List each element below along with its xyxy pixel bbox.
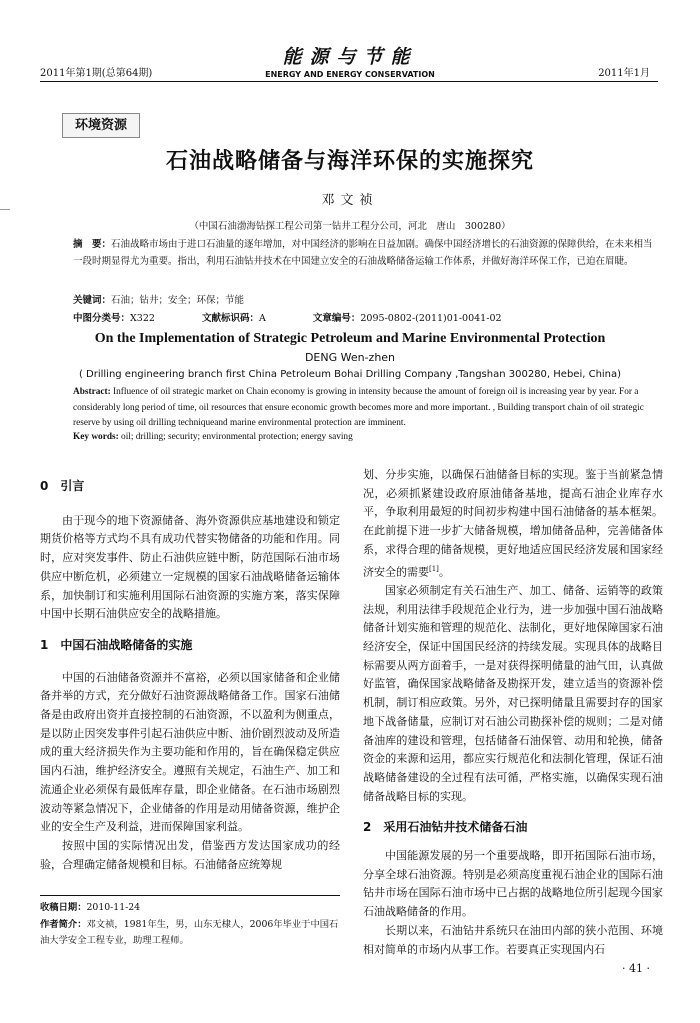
received-date bbox=[40, 900, 340, 916]
paragraph: 长期以来，石油钻井系统只在油田内部的狭小范围、环境相对简单的市场内从事工作。若要真正实现国内石 bbox=[363, 923, 663, 956]
paragraph: 国家必须制定有关石油生产、加工、储备、运销等的政策法规，利用法律手段规范企业行为，进一步加强中国石油战略储备计划实施和管理的规范化、法制化，更好地保障国家石油经济安全，保证中国国民经济的持续发展。实现具体的战略目标需要从两方面着手，一是对获得探明储量的油气田，认真做好监管，确保国家战略储备及勘探开发，建立适当的资源补偿机制，制订相应政策。另外，对已探明储量且需要封存的国家地下战备储量，应制订对石油公司勘探补偿的规则；二是对储备油库的建设和管理，包括储备石油保管、动用和轮换，储备资金的来源和运用，都应实行规范化和法制化管理，保证石油战略储备建设的全过程有法可循，严格实施，以确保实现石油储备战略目标的实现。 bbox=[363, 583, 663, 803]
issue-date: 2011年1月 bbox=[598, 68, 650, 79]
section-0-heading: 0 引言 bbox=[40, 479, 85, 493]
clc-label: 中图分类号： bbox=[73, 313, 131, 324]
received-value: 2010-11-24 bbox=[86, 902, 141, 913]
keywords-cn-text: 石油；钻井；安全；环保；节能 bbox=[111, 295, 245, 306]
paragraph bbox=[363, 466, 663, 582]
affiliation-en: ( Drilling engineering branch first China Petroleum Bohai Drilling Company ,Tangshan 300280, Hebei, China) bbox=[78, 369, 622, 380]
paragraph: 按照中国的实际情况出发，借鉴西方发达国家成功的经验，合理确定储备规模和目标。石油储备应统筹规 bbox=[40, 838, 340, 871]
issue-info: 2011年第1期(总第64期) bbox=[40, 68, 153, 79]
abstract-cn-label: 摘 要： bbox=[73, 239, 112, 250]
author-bio bbox=[40, 917, 340, 949]
paragraph: 中国的石油储备资源并不富裕，必须以国家储备和企业储备并举的方式，充分做好石油资源战略储备工作。国家石油储备是由政府出资并直接控制的石油资源，不以盈利为侧重点，是以防止因突发事件引起石油供应中断、油价剧烈波动及所造成的重大经济损失作为主要功能和作用的，旨在确保稳定供应国内石油，维护经济安全。遵照有关规定，石油生产、加工和流通企业必须保有最低库存量，即企业储备。在石油市场剧烈波动等紧急情况下，企业储备的作用是动用储备资源，维护企业的安全生产及利益，进而保障国家利益。 bbox=[40, 670, 340, 834]
keywords-en bbox=[73, 432, 353, 442]
affiliation-cn: （中国石油渤海钻探工程公司第一钻井工程分公司，河北 唐山 300280） bbox=[189, 221, 511, 232]
abstract-cn bbox=[73, 236, 653, 270]
footnote-rule bbox=[40, 895, 340, 896]
article-label: 文章编号： bbox=[312, 313, 361, 324]
abstract-en bbox=[73, 385, 655, 432]
author-cn: 邓文祯 bbox=[321, 193, 379, 208]
keywords-en-text: oil; drilling; security; environmental protection; energy saving bbox=[118, 432, 353, 442]
article-value: 2095-0802-(2011)01-0041-02 bbox=[360, 313, 502, 324]
doc-value: A bbox=[258, 313, 266, 324]
section-1-heading: 1 中国石油战略储备的实施 bbox=[40, 637, 193, 652]
author-en: DENG Wen-zhen bbox=[304, 351, 396, 364]
abstract-cn-text: 石油战略市场由于进口石油量的逐年增加，对中国经济的影响在日益加剧。确保中国经济增长的石油资源的保障供给，在未来相当一段时期显得尤为重要。指出，利用石油钻井技术在中国建立安全的石油战略储备运输工作体系，并做好海洋环保工作，已迫在眉睫。 bbox=[73, 239, 653, 267]
section-2-heading: 2 采用石油钻井技术储备石油 bbox=[363, 820, 528, 835]
clc-value: X322 bbox=[130, 313, 155, 324]
body-left-column bbox=[40, 477, 340, 874]
received-label: 收稿日期： bbox=[40, 902, 87, 913]
column-tag: 环境资源 bbox=[62, 113, 140, 138]
keywords-cn-label: 关键词： bbox=[73, 295, 112, 306]
paragraph-end: 。 bbox=[438, 565, 450, 579]
bio-label: 作者简介： bbox=[40, 919, 87, 930]
body-right-column bbox=[363, 466, 663, 959]
keywords-cn bbox=[73, 292, 244, 306]
bio-text: 邓文祯，1981年生，男，山东无棣人，2006年毕业于中国石油大学安全工程专业，助理工程师。 bbox=[40, 919, 339, 946]
doc-label: 文献标识码： bbox=[201, 313, 259, 324]
keywords-en-label: Key words: bbox=[73, 432, 119, 442]
scan-edge-mark bbox=[0, 209, 10, 210]
title-cn: 石油战略储备与海洋环保的实施探究 bbox=[165, 148, 534, 174]
citation-ref: [1] bbox=[429, 564, 439, 573]
abstract-en-text: Influence of oil strategic market on Chain economy is growing in intensity because the amount of foreign oil is increasing year by year. For a considerably long period of time, oil resources that ensure economic growth becomes more and more important. , Building transport chain of oil strategic reserve by using oil drilling techniqueand marine environmental protection are imminent. bbox=[73, 387, 644, 428]
journal-title-cn: 能源与节能 bbox=[282, 46, 418, 68]
journal-title-en: ENERGY AND ENERGY CONSERVATION bbox=[265, 70, 435, 79]
clc-number bbox=[73, 313, 177, 324]
paragraph-text: 划、分步实施，以确保石油储备目标的实现。鉴于当前紧急情况，必须抓紧建设政府原油储备基地，提高石油企业库存水平，争取利用最短的时间初步构建中国石油储备的基本框架。在此前提下进一步扩大储备规模，增加储备品种，完善储备体系，求得合理的储备规模，更好地适应国民经济发展和国家经济安全的需要 bbox=[363, 468, 663, 579]
page-number: · 41 · bbox=[622, 962, 650, 975]
journal-masthead bbox=[0, 42, 700, 79]
header-rule bbox=[40, 81, 658, 82]
classification-line bbox=[73, 310, 546, 324]
title-en: On the Implementation of Strategic Petroleum and Marine Environmental Protection bbox=[94, 331, 606, 346]
doc-code bbox=[202, 313, 288, 324]
abstract-en-label: Abstract: bbox=[73, 387, 111, 397]
paragraph: 中国能源发展的另一个重要战略，即开拓国际石油市场，分享全球石油资源。特别是必须高度重视石油企业的国际石油钻井市场在国际石油市场中已占据的战略地位所引起现今国家石油战略储备的作用。 bbox=[363, 849, 663, 919]
article-number bbox=[313, 313, 524, 324]
paragraph: 由于现今的地下资源储备、海外资源供应基地建设和锁定期货价格等方式均不具有成功代替实物储备的功能和作用。同时，应对突发事件、防止石油供应链中断，防范国际石油市场供应中断危机，必须建立一定规模的国家石油战略储备运输体系，加快制订和实施利用国际石油资源的实施方案，落实保障中国中长期石油供应安全的战略措施。 bbox=[40, 513, 340, 621]
